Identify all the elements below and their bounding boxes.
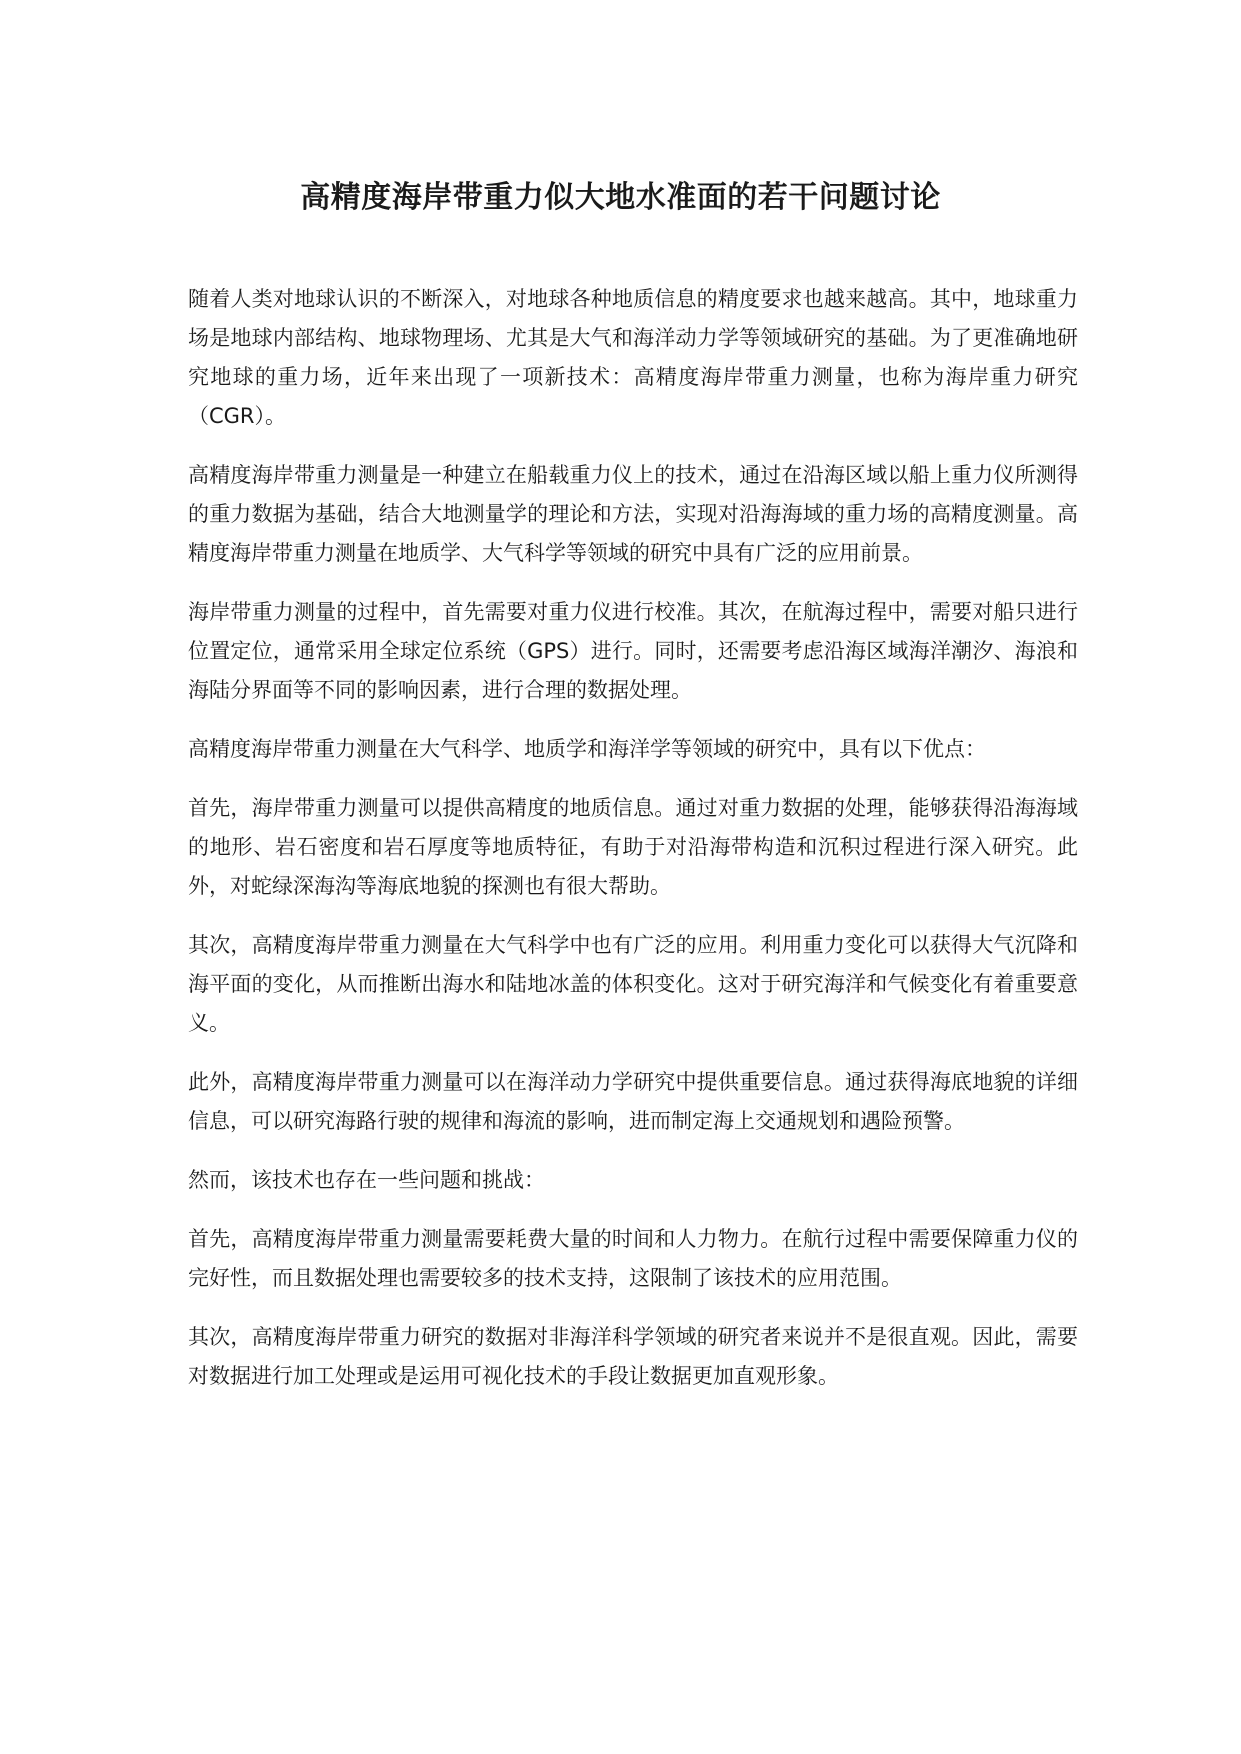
paragraph-4: 高精度海岸带重力测量在大气科学、地质学和海洋学等领域的研究中，具有以下优点：	[188, 737, 986, 761]
paragraph-5: 首先，海岸带重力测量可以提供高精度的地质信息。通过对重力数据的处理，能够获得沿海海域的地形、岩石密度和岩石厚度等地质特征，有助于对沿海带构造和沉积过程进行深入研究。此外，对蛇绿深海沟等海底地貌的探测也有很大帮助。	[188, 796, 1078, 898]
paragraph-9: 首先，高精度海岸带重力测量需要耗费大量的时间和人力物力。在航行过程中需要保障重力仪的完好性，而且数据处理也需要较多的技术支持，这限制了该技术的应用范围。	[188, 1227, 1078, 1290]
paragraph-3: 海岸带重力测量的过程中，首先需要对重力仪进行校准。其次，在航海过程中，需要对船只进行位置定位，通常采用全球定位系统（GPS）进行。同时，还需要考虑沿海区域海洋潮汐、海浪和海陆分界面等不同的影响因素，进行合理的数据处理。	[188, 600, 1078, 702]
paragraph-10: 其次，高精度海岸带重力研究的数据对非海洋科学领域的研究者来说并不是很直观。因此，需要对数据进行加工处理或是运用可视化技术的手段让数据更加直观形象。	[188, 1325, 1078, 1388]
paragraph-1: 随着人类对地球认识的不断深入，对地球各种地质信息的精度要求也越来越高。其中，地球重力场是地球内部结构、地球物理场、尤其是大气和海洋动力学等领域研究的基础。为了更准确地研究地球的重力场，近年来出现了一项新技术：高精度海岸带重力测量，也称为海岸重力研究（CGR）。	[188, 287, 1078, 428]
paragraph-7: 此外，高精度海岸带重力测量可以在海洋动力学研究中提供重要信息。通过获得海底地貌的详细信息，可以研究海路行驶的规律和海流的影响，进而制定海上交通规划和遇险预警。	[188, 1070, 1078, 1133]
document-body	[188, 280, 1078, 1416]
document-title: 高精度海岸带重力似大地水准面的若干问题讨论	[300, 180, 941, 215]
paragraph-2: 高精度海岸带重力测量是一种建立在船载重力仪上的技术，通过在沿海区域以船上重力仪所测得的重力数据为基础，结合大地测量学的理论和方法，实现对沿海海域的重力场的高精度测量。高精度海岸带重力测量在地质学、大气科学等领域的研究中具有广泛的应用前景。	[188, 463, 1078, 565]
paragraph-6: 其次，高精度海岸带重力测量在大气科学中也有广泛的应用。利用重力变化可以获得大气沉降和海平面的变化，从而推断出海水和陆地冰盖的体积变化。这对于研究海洋和气候变化有着重要意义。	[188, 933, 1078, 1035]
paragraph-8: 然而，该技术也存在一些问题和挑战：	[188, 1168, 545, 1192]
